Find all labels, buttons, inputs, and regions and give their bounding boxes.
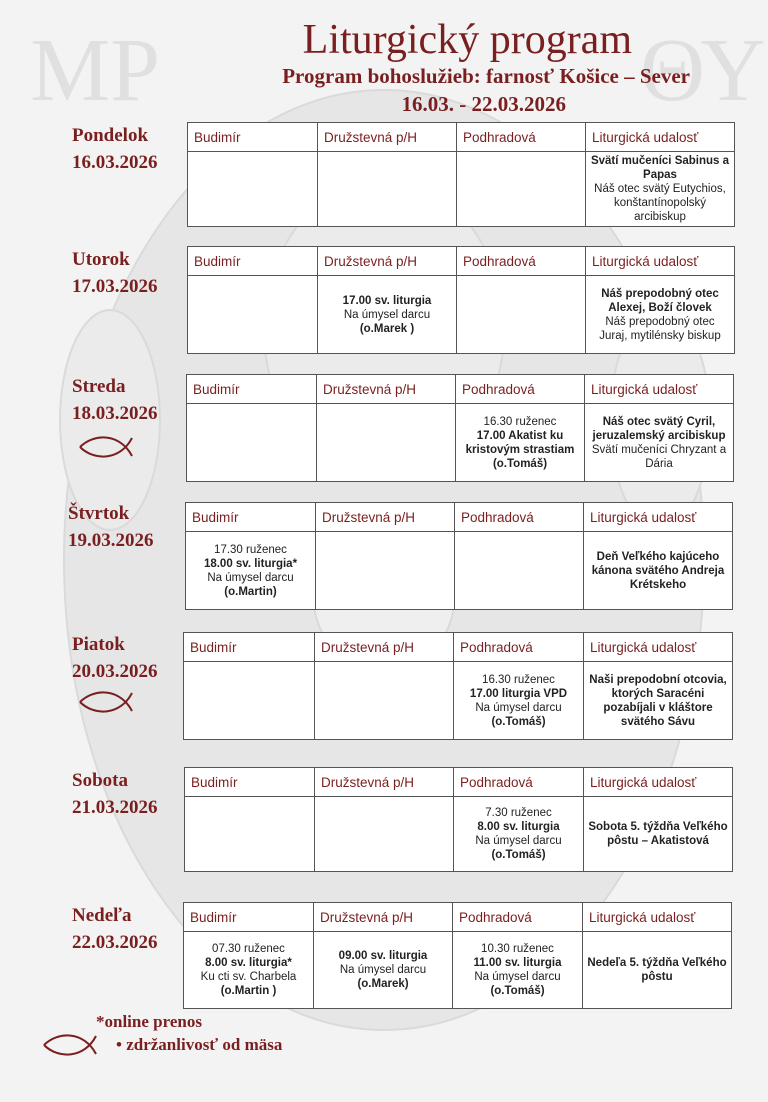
column-header-budimir: Budimír — [185, 768, 315, 797]
cell-line: 8.00 sv. liturgia* — [205, 957, 292, 969]
cell-podhradova — [455, 532, 584, 610]
day-table — [187, 246, 735, 354]
table-row — [185, 797, 733, 872]
day-label — [72, 631, 158, 685]
table-row — [188, 276, 735, 354]
cell-line: 11.00 sv. liturgia — [473, 957, 562, 969]
day-name: Pondelok — [72, 125, 149, 146]
cell-line: 17.00 Akatist ku kristovým strastiam — [465, 429, 575, 456]
column-header-budimir: Budimír — [186, 503, 316, 532]
column-header-budimir: Budimír — [187, 375, 317, 404]
column-header-liturgicka-udalost: Liturgická udalosť — [586, 247, 735, 276]
column-header-podhradova: Podhradová — [454, 768, 584, 797]
cell-druzstevna — [314, 932, 453, 1009]
table-header-row — [187, 375, 734, 404]
day-name: Piatok — [72, 634, 125, 655]
cell-line: Náš otec svätý Cyril, jeruzalemský arcibiskup — [592, 415, 726, 442]
column-header-podhradova: Podhradová — [455, 503, 584, 532]
cell-line: Na úmysel darcu — [474, 971, 561, 983]
day-label — [72, 767, 158, 821]
fish-icon — [78, 432, 140, 462]
day-date: 19.03.2026 — [68, 530, 154, 551]
cell-line: (o.Martin) — [224, 585, 277, 598]
cell-line: 17.00 sv. liturgia — [342, 294, 432, 307]
table-row — [184, 932, 732, 1009]
cell-liturgicka-udalost — [586, 152, 735, 227]
cell-line: (o.Tomáš) — [491, 715, 546, 728]
cell-budimir — [184, 662, 315, 740]
day-name: Štvrtok — [68, 503, 130, 524]
cell-druzstevna — [318, 276, 457, 354]
column-header-liturgicka-udalost: Liturgická udalosť — [583, 903, 732, 932]
table-header-row — [188, 247, 735, 276]
cell-line: Nedeľa 5. týždňa Veľkého pôstu — [587, 957, 727, 983]
column-header-liturgicka-udalost: Liturgická udalosť — [584, 503, 733, 532]
cell-budimir — [188, 276, 318, 354]
day-label — [68, 500, 154, 554]
table-row — [188, 152, 735, 227]
table-header-row — [188, 123, 735, 152]
cell-budimir — [188, 152, 318, 227]
cell-line: (o.Marek ) — [359, 322, 415, 335]
cell-line: 07.30 ruženec — [212, 943, 285, 955]
column-header-druzstevna: Družstevná p/H — [318, 247, 457, 276]
day-name: Sobota — [72, 770, 128, 791]
cell-line: Náš prepodobný otec Alexej, Boží človek — [601, 287, 719, 314]
cell-line: Náš otec svätý Eutychios, konštantínopolský arcibiskup — [594, 183, 726, 223]
legend-fasting: • zdržanlivosť od mäsa — [116, 1035, 283, 1054]
cell-liturgicka-udalost — [583, 932, 732, 1009]
cell-line: 10.30 ruženec — [481, 943, 554, 955]
cell-line: (o.Tomáš) — [490, 985, 545, 997]
cell-line: Na úmysel darcu — [475, 701, 562, 714]
cell-line: Deň Veľkého kajúceho kánona svätého Andreja Krétskeho — [591, 550, 725, 591]
cell-podhradova — [457, 152, 586, 227]
cell-druzstevna — [315, 797, 454, 872]
cell-line: (o.Martin ) — [220, 985, 277, 997]
cell-podhradova — [457, 276, 586, 354]
column-header-podhradova: Podhradová — [457, 247, 586, 276]
column-header-druzstevna: Družstevná p/H — [318, 123, 457, 152]
cell-podhradova — [454, 662, 584, 740]
column-header-druzstevna: Družstevná p/H — [317, 375, 456, 404]
column-header-podhradova: Podhradová — [456, 375, 585, 404]
cell-line: 7.30 ruženec — [485, 807, 552, 819]
day-date: 16.03.2026 — [72, 152, 158, 173]
cell-druzstevna — [316, 532, 455, 610]
column-header-liturgicka-udalost: Liturgická udalosť — [586, 123, 735, 152]
column-header-budimir: Budimír — [188, 247, 318, 276]
cell-line: Svätí mučeníci Sabinus a Papas — [590, 155, 730, 181]
cell-line: 18.00 sv. liturgia* — [203, 557, 298, 570]
day-label — [72, 373, 158, 427]
column-header-budimir: Budimír — [188, 123, 318, 152]
page-dates: 16.03. - 22.03.2026 — [401, 92, 566, 116]
cell-liturgicka-udalost — [584, 662, 733, 740]
day-date: 21.03.2026 — [72, 797, 158, 818]
cell-line: Na úmysel darcu — [475, 835, 562, 847]
day-date: 20.03.2026 — [72, 661, 158, 682]
cell-line: Na úmysel darcu — [343, 308, 431, 321]
day-table — [183, 902, 732, 1009]
cell-line: Svätí mučeníci Chryzant a Dária — [591, 443, 727, 470]
column-header-liturgicka-udalost: Liturgická udalosť — [584, 633, 733, 662]
page-subtitle: Program bohoslužieb: farnosť Košice – Sever — [282, 64, 690, 88]
cell-line: 16.30 ruženec — [483, 415, 557, 428]
cell-budimir — [186, 532, 316, 610]
column-header-liturgicka-udalost: Liturgická udalosť — [585, 375, 734, 404]
cell-line: Naši prepodobní otcovia, ktorých Saracéni pozabíjali v kláštore svätého Sávu — [589, 673, 727, 728]
day-name: Streda — [72, 376, 126, 397]
cell-podhradova — [453, 932, 583, 1009]
table-header-row — [185, 768, 733, 797]
day-label — [72, 122, 158, 176]
column-header-podhradova: Podhradová — [454, 633, 584, 662]
day-table — [185, 502, 733, 610]
svg-text:ΜΡ: ΜΡ — [30, 21, 161, 120]
table-row — [186, 532, 733, 610]
table-header-row — [184, 903, 732, 932]
cell-line: Na úmysel darcu — [339, 964, 427, 976]
cell-liturgicka-udalost — [586, 276, 735, 354]
cell-line: (o.Tomáš) — [492, 457, 548, 470]
day-table — [183, 632, 733, 740]
cell-line: (o.Marek) — [357, 978, 409, 990]
fish-icon — [78, 687, 140, 717]
day-label — [72, 246, 158, 300]
table-row — [184, 662, 733, 740]
cell-line: Na úmysel darcu — [207, 571, 294, 584]
day-date: 22.03.2026 — [72, 932, 158, 953]
cell-podhradova — [454, 797, 584, 872]
column-header-druzstevna: Družstevná p/H — [315, 633, 454, 662]
legend-fasting-text: zdržanlivosť od mäsa — [126, 1035, 283, 1054]
column-header-budimir: Budimír — [184, 633, 315, 662]
cell-druzstevna — [318, 152, 457, 227]
cell-budimir — [184, 932, 314, 1009]
cell-druzstevna — [315, 662, 454, 740]
svg-text:ΘΥ: ΘΥ — [640, 21, 766, 120]
cell-line: 17.00 liturgia VPD — [469, 687, 568, 700]
day-label — [72, 902, 158, 956]
day-date: 18.03.2026 — [72, 403, 158, 424]
cell-line: Náš prepodobný otec Juraj, mytilénsky biskup — [599, 315, 721, 342]
day-table — [184, 767, 733, 872]
column-header-podhradova: Podhradová — [453, 903, 583, 932]
table-header-row — [186, 503, 733, 532]
cell-budimir — [185, 797, 315, 872]
day-date: 17.03.2026 — [72, 276, 158, 297]
cell-podhradova — [456, 404, 585, 482]
cell-liturgicka-udalost — [584, 532, 733, 610]
cell-line: (o.Tomáš) — [491, 849, 546, 861]
day-name: Nedeľa — [72, 905, 132, 926]
day-table — [186, 374, 734, 482]
cell-line: 16.30 ruženec — [482, 673, 555, 686]
legend-online: *online prenos — [96, 1012, 202, 1031]
cell-line: 8.00 sv. liturgia — [477, 821, 560, 833]
day-name: Utorok — [72, 249, 130, 270]
cell-liturgicka-udalost — [584, 797, 733, 872]
cell-line: Ku cti sv. Charbela — [200, 971, 297, 983]
table-row — [187, 404, 734, 482]
cell-line: 17.30 ruženec — [214, 543, 287, 556]
column-header-budimir: Budimír — [184, 903, 314, 932]
column-header-druzstevna: Družstevná p/H — [314, 903, 453, 932]
fish-icon — [42, 1030, 104, 1060]
cell-liturgicka-udalost — [585, 404, 734, 482]
column-header-druzstevna: Družstevná p/H — [316, 503, 455, 532]
table-header-row — [184, 633, 733, 662]
column-header-druzstevna: Družstevná p/H — [315, 768, 454, 797]
day-table — [187, 122, 735, 227]
cell-line: 09.00 sv. liturgia — [338, 950, 428, 962]
column-header-podhradova: Podhradová — [457, 123, 586, 152]
cell-budimir — [187, 404, 317, 482]
column-header-liturgicka-udalost: Liturgická udalosť — [584, 768, 733, 797]
cell-druzstevna — [317, 404, 456, 482]
page-title: Liturgický program — [302, 17, 632, 63]
cell-line: Sobota 5. týždňa Veľkého pôstu – Akatistová — [588, 821, 728, 847]
